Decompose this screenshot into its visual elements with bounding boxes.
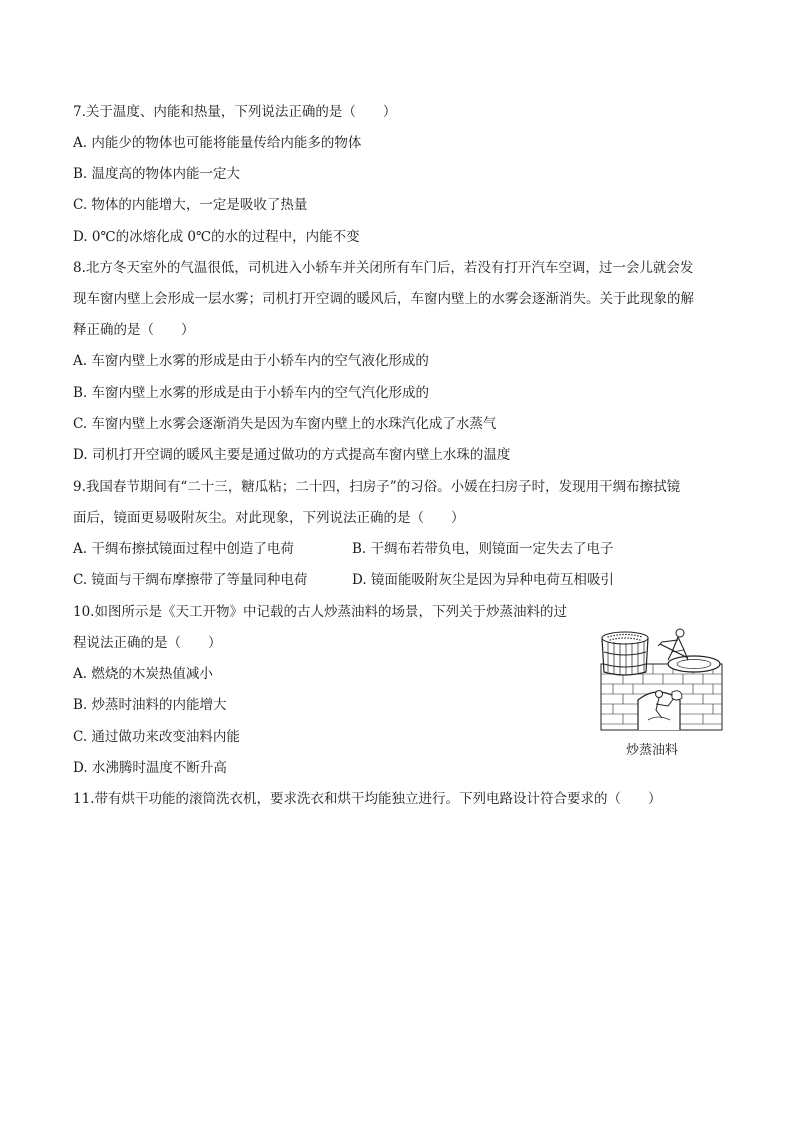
q8-option-d: D. 司机打开空调的暖风主要是通过做功的方式提高车窗内壁上水珠的温度 [73, 447, 511, 463]
q7-option-c: C. 物体的内能增大，一定是吸收了热量 [73, 197, 308, 213]
q9-option-b: B. 干绸布若带负电，则镜面一定失去了电子 [352, 541, 614, 557]
q9-option-a: A. 干绸布擦拭镜面过程中创造了电荷 [73, 541, 294, 557]
q7-option-a: A. 内能少的物体也可能将能量传给内能多的物体 [73, 135, 362, 151]
q8-stem-line-3: 释正确的是（ ） [73, 322, 195, 338]
q11-stem: 11.带有烘干功能的滚筒洗衣机，要求洗衣和烘干均能独立进行。下列电路设计符合要求的（ ） [73, 791, 662, 807]
q8-stem-line-1: 8.北方冬天室外的气温很低，司机进入小轿车并关闭所有车门后，若没有打开汽车空调，过一会儿就会发 [73, 260, 694, 276]
q10-option-b: B. 炒蒸时油料的内能增大 [73, 697, 227, 713]
figure-caption: 炒蒸油料 [626, 743, 679, 758]
q9-option-c: C. 镜面与干绸布摩擦带了等量同种电荷 [73, 572, 308, 588]
q9-option-d: D. 镜面能吸附灰尘是因为异种电荷互相吸引 [352, 572, 614, 588]
q8-option-a: A. 车窗内壁上水雾的形成是由于小轿车内的空气液化形成的 [73, 353, 429, 369]
q8-option-b: B. 车窗内壁上水雾的形成是由于小轿车内的空气汽化形成的 [73, 385, 430, 401]
q10-option-d: D. 水沸腾时温度不断升高 [73, 760, 227, 776]
q10-stem-line-1: 10.如图所示是《天工开物》中记载的古人炒蒸油料的场景，下列关于炒蒸油料的过 [73, 604, 567, 620]
q10-stem-line-2: 程说法正确的是（ ） [73, 635, 222, 651]
q8-stem-line-2: 现车窗内壁上会形成一层水雾；司机打开空调的暖风后，车窗内壁上的水雾会逐渐消失。关于此现象的解 [73, 291, 694, 307]
q10-option-a: A. 燃烧的木炭热值减小 [73, 666, 213, 682]
q7-option-b: B. 温度高的物体内能一定大 [73, 166, 241, 182]
q8-option-c: C. 车窗内壁上水雾会逐渐消失是因为车窗内壁上的水珠汽化成了水蒸气 [73, 416, 497, 432]
oil-steaming-illustration [598, 628, 726, 732]
q7-stem: 7.关于温度、内能和热量，下列说法正确的是（ ） [73, 104, 397, 120]
q7-option-d: D. 0℃的冰熔化成 0℃的水的过程中，内能不变 [73, 229, 360, 245]
q10-option-c: C. 通过做功来改变油料内能 [73, 729, 240, 745]
q9-stem-line-1: 9.我国春节期间有“二十三，糖瓜粘；二十四，扫房子”的习俗。小媛在扫房子时，发现用干绸布擦拭镜 [73, 479, 681, 495]
q9-stem-line-2: 面后，镜面更易吸附灰尘。对此现象，下列说法正确的是（ ） [73, 510, 465, 526]
